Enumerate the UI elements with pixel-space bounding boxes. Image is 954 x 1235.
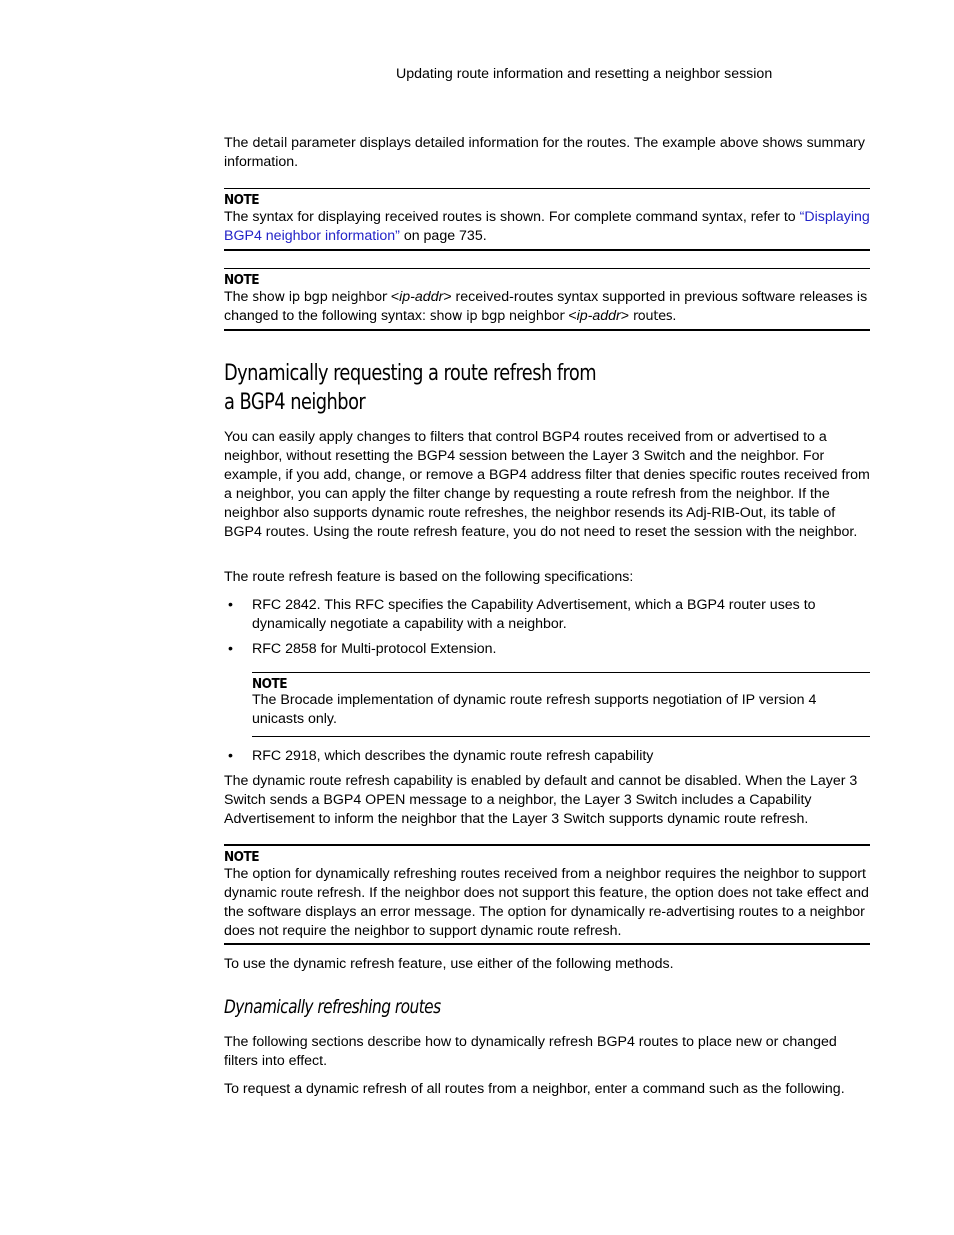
section-paragraph-3: The dynamic route refresh capability is enabled by default and cannot be disabled. When the Layer 3 Switch sends a BGP4 OPEN message to a neighbor, the Layer 3 Switch includes a Capability Advertisement to inform the neighbor that the Layer 3 Switch supports dynamic route refresh. [224, 773, 858, 827]
note4-top-rule [224, 844, 870, 846]
note2-var1: ip-addr [399, 289, 444, 305]
subsection-heading-wrap [224, 995, 724, 1019]
note3-bottom-rule [252, 736, 870, 737]
note2-cmd2: show ip bgp neighbor [429, 309, 565, 324]
note2-t2: < [386, 289, 400, 305]
note1-text [224, 208, 870, 246]
note2-t6: . [672, 308, 677, 324]
section-paragraph-4: To use the dynamic refresh feature, use either of the following methods. [224, 956, 674, 972]
bullet-glyph-3: • [228, 748, 233, 764]
note2-top-rule [224, 268, 870, 269]
note3-top-rule [252, 672, 870, 673]
note2-t3: > received-routes syntax supported in previous software releases is changed to the following syntax: [224, 289, 868, 324]
note2-t1: The [224, 289, 253, 305]
cross-reference-link[interactable]: “Displaying BGP4 neighbor information” [224, 209, 870, 244]
section-paragraph-1: You can easily apply changes to filters that control BGP4 routes received from or advertised to a neighbor, without resetting the BGP4 session between the Layer 3 Switch and the neighbor. For example, if you add, change, or remove a BGP4 address filter that denies specific routes received from a neighbor, you can apply the filter change by requesting a route refresh from the neighbor. If the neighbor also supports dynamic route refreshes, the neighbor resends its Adj-RIB-Out, its table of BGP4 routes. Using the route refresh feature, you do not need to reset the session with the neighbor. [224, 429, 870, 540]
bullet-glyph-1: • [228, 597, 233, 613]
bullet-glyph-2: • [228, 641, 233, 657]
note2-t4: < [564, 308, 577, 324]
note4-text: The option for dynamically refreshing routes received from a neighbor requires the neighbor to support dynamic route refresh. If the neighbor does not support this feature, the option does not take effect and the software displays an error message. The option for dynamically re-advertising routes to a neighbor does not require the neighbor to support dynamic route refresh. [224, 866, 869, 939]
section-heading-line1: Dynamically requesting a route refresh from [224, 361, 597, 386]
detail-parameter: detail [252, 136, 288, 151]
section-paragraph-2: The route refresh feature is based on the following specifications: [224, 569, 634, 585]
section-heading [224, 359, 944, 417]
note2-t5: > [620, 308, 634, 324]
subsection-paragraph-1: The following sections describe how to dynamically refresh BGP4 routes to place new or changed filters into effect. [224, 1034, 837, 1069]
running-header: Updating route information and resetting a neighbor session [396, 66, 773, 82]
note2-bottom-rule [224, 329, 870, 331]
note1-top-rule [224, 188, 870, 189]
bullet-item-1: RFC 2842. This RFC specifies the Capability Advertisement, which a BGP4 router uses to dynamically negotiate a capability with a neighbor. [252, 597, 816, 632]
note4-bottom-rule [224, 943, 870, 945]
intro-paragraph [224, 134, 870, 172]
note3-text: The Brocade implementation of dynamic route refresh supports negotiation of IP version 4 unicasts only. [252, 692, 817, 727]
bullet-item-2: RFC 2858 for Multi-protocol Extension. [252, 641, 497, 657]
note2-cmd1: show ip bgp neighbor [252, 290, 387, 305]
note1-title: NOTE [224, 192, 260, 208]
note1-text-start: The syntax for displaying received routes is shown. For complete command syntax, refer to [224, 209, 800, 225]
note2-cmd3: routes [633, 309, 673, 324]
section-heading-line2: a BGP4 neighbor [224, 390, 366, 415]
intro-suffix: parameter displays detailed information for the routes. The example above shows summary information. [224, 135, 865, 170]
note1-text-end: on page 735. [399, 228, 487, 244]
subsection-paragraph-2: To request a dynamic refresh of all routes from a neighbor, enter a command such as the following. [224, 1081, 845, 1097]
note3-title: NOTE [252, 676, 288, 692]
note2-text [224, 288, 870, 326]
bullet-item-3: RFC 2918, which describes the dynamic route refresh capability [252, 748, 654, 764]
note1-bottom-rule [224, 249, 870, 251]
note2-title: NOTE [224, 272, 260, 288]
intro-prefix: The [224, 135, 253, 151]
note2-var2: ip-addr [576, 308, 621, 324]
note4-title: NOTE [224, 849, 260, 865]
subsection-heading: Dynamically refreshing routes [224, 996, 441, 1018]
